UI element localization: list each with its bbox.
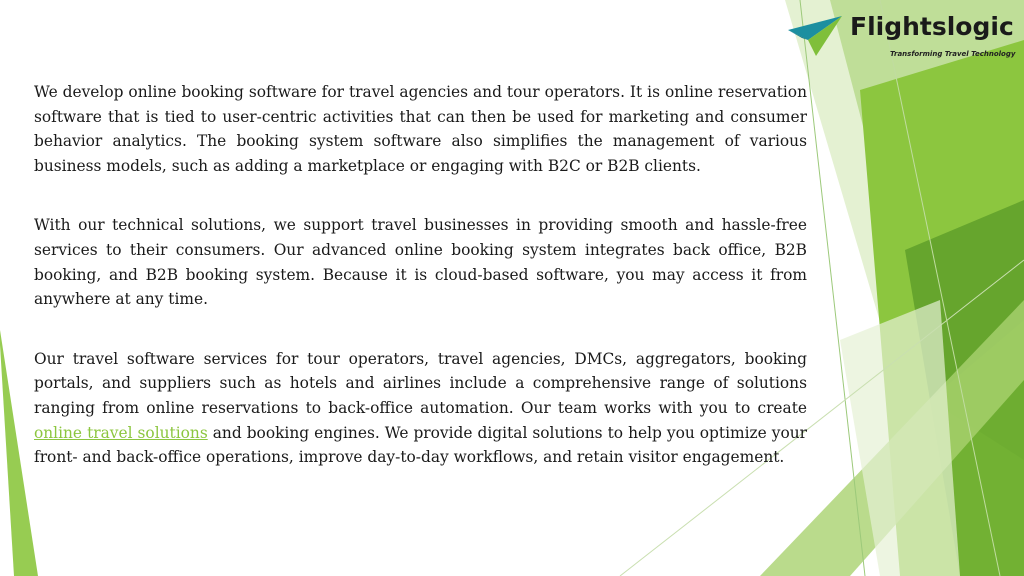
paragraph-3-after: and booking engines. We provide digital solutions to help you optimize your front- and back-office operations, improve day-to-day workflows, and retain visitor engagement. [34,423,807,467]
paragraph-2: With our technical solutions, we support travel businesses in providing smooth and hassle-free services to their consumers. Our advanced online booking system integrates back office, B2B booking, and B2B booking system. Because it is cloud-based software, you may access it from anywhere at any time. [34,216,807,309]
brand-name: Flightslogic [850,12,1014,41]
brand-tagline: Transforming Travel Technology [890,50,1016,58]
online-travel-solutions-link[interactable]: online travel solutions [34,423,208,442]
paper-plane-icon [786,14,844,58]
paragraph-3-before: Our travel software services for tour operators, travel agencies, DMCs, aggregators, booking portals, and suppliers such as hotels and airlines include a comprehensive range of solutions ranging from online reservations to back-office automation. Our team works with you to create [34,349,807,417]
paragraph-3 [34,347,807,470]
paragraph-1: We develop online booking software for travel agencies and tour operators. It is online reservation software that is tied to user-centric activities that can then be used for marketing and consumer behavior analytics. The booking system software also simplifies the management of various business models, such as adding a marketplace or engaging with B2C or B2B clients. [34,83,807,175]
main-content [34,80,807,505]
brand-logo[interactable] [786,8,1018,64]
